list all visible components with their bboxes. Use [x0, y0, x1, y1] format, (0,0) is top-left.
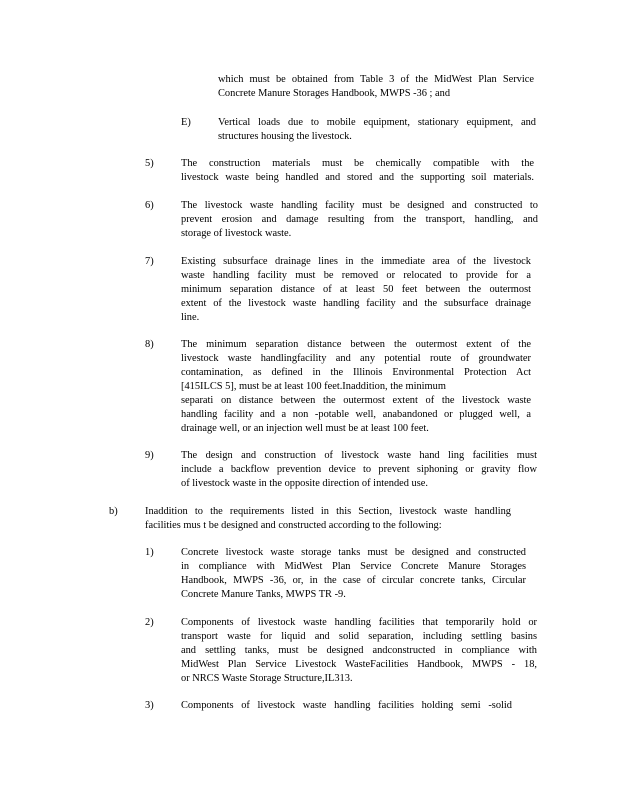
text-line: The livestock waste handling facility must be designed and constructed to [181, 200, 538, 211]
text-line: line. [181, 312, 200, 323]
item-E-paragraph [218, 116, 536, 144]
text-line: facilities mus t be designed and constructed according to the following: [145, 520, 442, 531]
text-line: Components of livestock waste handling facilities that temporarily hold or [181, 617, 537, 628]
item-label-2: 2) [145, 617, 154, 628]
text-line: prevent erosion and damage resulting from the transport, handling, and [181, 214, 538, 225]
item-label-1: 1) [145, 547, 154, 558]
text-line: separati on distance between the outermost extent of the livestock waste [181, 395, 531, 406]
text-line: extent of the livestock waste handling facility and the subsurface drainage [181, 298, 531, 309]
text-line: and settling tanks, must be designed andconstructed in compliance with [181, 645, 537, 656]
text-line: The design and construction of livestock waste hand ling facilities must [181, 450, 537, 461]
text-line: The minimum separation distance between the outermost extent of the [181, 339, 531, 350]
section-label-b: b) [109, 506, 118, 517]
text-line: livestock waste handlingfacility and any potential route of groundwater [181, 353, 531, 364]
item-8-paragraph [181, 338, 531, 436]
item-label-7: 7) [145, 256, 154, 267]
item-label-5: 5) [145, 158, 154, 169]
text-line: Inaddition to the requirements listed in this Section, livestock waste handling [145, 506, 511, 517]
text-line: Components of livestock waste handling facilities holding semi -solid [181, 700, 512, 711]
item-label-6: 6) [145, 200, 154, 211]
text-line: in compliance with MidWest Plan Service Concrete Manure Storages [181, 561, 526, 572]
text-line: Vertical loads due to mobile equipment, stationary equipment, and [218, 117, 536, 128]
text-line: Concrete Manure Tanks, MWPS TR -9. [181, 589, 346, 600]
item-9-paragraph [181, 449, 537, 491]
item-label-E: E) [181, 117, 191, 128]
text-line: transport waste for liquid and solid separation, including settling basins [181, 631, 537, 642]
text-line: Handbook, MWPS -36, or, in the case of circular concrete tanks, Circular [181, 575, 526, 586]
item-label-8: 8) [145, 339, 154, 350]
text-line: The construction materials must be chemically compatible with the [181, 158, 534, 169]
text-line: MidWest Plan Service Livestock WasteFacilities Handbook, MWPS - 18, [181, 659, 537, 670]
text-line: drainage well, or an injection well must be at least 100 feet. [181, 423, 429, 434]
item-7-paragraph [181, 255, 531, 325]
text-line: Concrete Manure Storages Handbook, MWPS -36 ; and [218, 88, 451, 99]
item-6-paragraph [181, 199, 538, 241]
item-5-paragraph [181, 157, 534, 185]
text-line: [415ILCS 5], must be at least 100 feet.Inaddition, the minimum [181, 381, 446, 392]
text-line: of livestock waste in the opposite direction of intended use. [181, 478, 429, 489]
text-line: structures housing the livestock. [218, 131, 352, 142]
item-3-paragraph [181, 699, 512, 713]
text-line: Concrete livestock waste storage tanks must be designed and constructed [181, 547, 526, 558]
text-line: include a backflow prevention device to prevent siphoning or gravity flow [181, 464, 537, 475]
item-label-3: 3) [145, 700, 154, 711]
text-line: contamination, as defined in the Illinois Environmental Protection Act [181, 367, 531, 378]
text-line: livestock waste being handled and stored and the supporting soil materials. [181, 172, 534, 183]
text-line: Existing subsurface drainage lines in the immediate area of the livestock [181, 256, 531, 267]
text-line: waste handling facility must be removed or relocated to provide for a [181, 270, 531, 281]
continuation-paragraph [218, 73, 534, 101]
text-line: which must be obtained from Table 3 of the MidWest Plan Service [218, 74, 534, 85]
item-2-paragraph [181, 616, 537, 686]
text-line: storage of livestock waste. [181, 228, 292, 239]
item-label-9: 9) [145, 450, 154, 461]
text-line: minimum separation distance of at least 50 feet between the outermost [181, 284, 531, 295]
item-1-paragraph [181, 546, 526, 602]
text-line: handling facility and a non -potable well, anabandoned or plugged well, a [181, 409, 531, 420]
text-line: or NRCS Waste Storage Structure,IL313. [181, 673, 353, 684]
section-b-paragraph [145, 505, 511, 533]
